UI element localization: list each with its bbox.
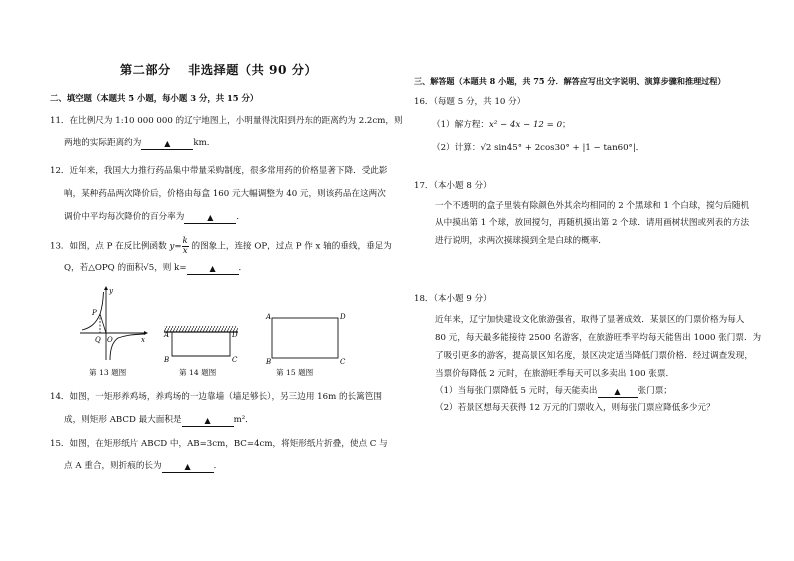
q13-func-eq: = bbox=[174, 241, 182, 252]
fig15-label-c: C bbox=[340, 358, 346, 366]
figure-13 bbox=[78, 284, 150, 364]
q13-numerator: k bbox=[182, 236, 188, 246]
q17-title: 17．（本小题 8 分） bbox=[414, 181, 492, 191]
q14-text: 成，则矩形 ABCD 最大面积是 bbox=[64, 415, 182, 425]
q12-answer-blank[interactable] bbox=[184, 213, 236, 224]
fig15-caption: 第 15 题图 bbox=[276, 368, 314, 377]
q16-expression: √2 sin45° + 2cos30° + |1 − tan60°| bbox=[480, 143, 636, 153]
q17-line3: 进行说明，求两次摸球摸到全是白球的概率． bbox=[435, 236, 607, 246]
q16-p1-label: （1）解方程： bbox=[432, 120, 490, 130]
fig14-label-a: A bbox=[164, 331, 170, 339]
q13-denominator: x bbox=[182, 245, 188, 256]
figure-14 bbox=[160, 322, 242, 368]
fig13-label-y: y bbox=[109, 287, 113, 295]
answer-triangle-icon: ▲ bbox=[614, 387, 621, 396]
q12-text: 调价中平均每次降价的百分率为 bbox=[64, 212, 185, 222]
q14-line1: 14．如图，一矩形养鸡场，养鸡场的一边靠墙（墙足够长），另三边用 16m 的长篱笆围 bbox=[50, 392, 382, 402]
q13-fraction bbox=[182, 237, 189, 255]
q12-suffix: ． bbox=[236, 212, 245, 222]
q18-part1 bbox=[435, 386, 672, 398]
answer-triangle-icon: ▲ bbox=[164, 139, 171, 148]
q13-line1 bbox=[50, 237, 392, 255]
q15-line1: 15．如图，在矩形纸片 ABCD 中，AB=3cm，BC=4cm，将矩形纸片折叠，使点 C 与 bbox=[50, 439, 388, 449]
q16-p2-suffix: ． bbox=[635, 143, 645, 153]
q15-text: 点 A 重合，则折痕的长为 bbox=[64, 461, 162, 471]
q11-unit: km. bbox=[193, 138, 210, 148]
q18-line2: 80 元，每天最多能接待 2500 名游客，在旅游旺季平均每天能售出 1000 张门票．为 bbox=[435, 333, 762, 343]
q16-title: 16．（每题 5 分，共 10 分） bbox=[414, 97, 526, 107]
q16-part2 bbox=[432, 143, 644, 153]
q16-p2-label: （2）计算： bbox=[432, 143, 481, 153]
q12-line1: 12．近年来，我国大力推行药品集中带量采购制度，很多常用药的价格显著下降．受此影 bbox=[50, 166, 388, 176]
q12-line3 bbox=[64, 212, 245, 224]
fig14-label-d: D bbox=[232, 331, 238, 339]
q18-answer-blank[interactable] bbox=[598, 387, 638, 398]
q11-line2 bbox=[64, 138, 209, 150]
q13-func-y: y bbox=[169, 241, 175, 252]
q16-part1 bbox=[432, 120, 571, 130]
q13-answer-blank[interactable] bbox=[187, 264, 239, 275]
fig13-label-q: Q bbox=[95, 336, 101, 344]
q18-line3: 了吸引更多的游客，提高景区知名度，景区决定适当降低门票价格．经过调查发现， bbox=[435, 351, 753, 361]
q15-line2 bbox=[64, 461, 222, 473]
q18-part2: （2）若景区想每天获得 12 万元的门票收入，则每张门票应降低多少元？ bbox=[435, 403, 715, 413]
fig14-label-b: B bbox=[164, 356, 170, 364]
q13-text-mid: 的图象上，连接 OP，过点 P 作 x 轴的垂线，垂足为 bbox=[191, 241, 392, 252]
q18-title: 18．（本小题 9 分） bbox=[414, 294, 492, 304]
q12-line2: 响，某种药品两次降价后，价格由每盒 160 元大幅调整为 40 元，则该药品在这两次 bbox=[64, 189, 386, 199]
q18-p1-text: （1）当每张门票降低 5 元时，每天能卖出 bbox=[435, 386, 598, 396]
q18-line4: 当票价每降低 2 元时，在旅游旺季每天可以多卖出 100 张票． bbox=[435, 369, 675, 379]
q13-text3: ，则 k= bbox=[154, 263, 187, 273]
fig13-label-o: O bbox=[107, 336, 113, 344]
q16-p1-suffix: ； bbox=[562, 120, 571, 130]
q18-p1-suffix: 张门票； bbox=[637, 386, 672, 396]
q15-answer-blank[interactable] bbox=[162, 462, 214, 473]
fig14-label-c: C bbox=[232, 356, 238, 364]
q13-line2 bbox=[64, 263, 247, 275]
q14-line2 bbox=[64, 415, 254, 427]
q14-answer-blank[interactable] bbox=[182, 416, 234, 427]
fig13-label-x: x bbox=[141, 336, 145, 344]
q14-unit: m²． bbox=[233, 415, 254, 425]
section-solution-header: 三、解答题（本题共 8 小题，共 75 分．解答应写出文字说明、演算步骤和推理过程） bbox=[414, 76, 726, 86]
fig13-label-p: P bbox=[92, 309, 97, 317]
answer-triangle-icon: ▲ bbox=[184, 462, 191, 471]
q13-text: 13．如图，点 P 在反比例函数 bbox=[50, 241, 167, 252]
q17-line2: 从中摸出第 1 个球，放回搅匀，再随机摸出第 2 个球．请用画树状图或列表的方法 bbox=[435, 218, 750, 228]
answer-triangle-icon: ▲ bbox=[204, 416, 211, 425]
fig13-caption: 第 13 题图 bbox=[89, 368, 127, 377]
q13-text2: Q，若△OPQ 的面积 bbox=[64, 263, 144, 273]
q15-suffix: ． bbox=[213, 461, 223, 471]
section-fill-in-header: 二、填空题（本题共 5 小题，每小题 3 分，共 15 分） bbox=[50, 93, 259, 103]
q17-line1: 一个不透明的盒子里装有除颜色外其余均相同的 2 个黑球和 1 个白球，搅匀后随机 bbox=[435, 201, 750, 211]
fig15-label-a: A bbox=[266, 313, 272, 321]
fig15-label-d: D bbox=[340, 313, 346, 321]
q11-text: 两地的实际距离约为 bbox=[64, 138, 142, 148]
fig15-label-b: B bbox=[266, 358, 272, 366]
q18-line1: 近年来，辽宁加快建设文化旅游强省，取得了显著成效．某景区的门票价格为每人 bbox=[435, 315, 745, 325]
answer-triangle-icon: ▲ bbox=[207, 213, 214, 222]
part-title: 第二部分 非选择题（共 90 分） bbox=[120, 63, 318, 77]
q11-answer-blank[interactable] bbox=[141, 139, 193, 150]
fig14-caption: 第 14 题图 bbox=[179, 368, 217, 377]
figure-15 bbox=[262, 310, 352, 366]
q11-line1: 11．在比例尺为 1:10 000 000 的辽宁地图上，小明量得沈阳到丹东的距离约为 2.2cm，则 bbox=[50, 116, 403, 126]
q16-equation: x² − 4x − 12 = 0 bbox=[489, 120, 563, 130]
answer-triangle-icon: ▲ bbox=[209, 264, 216, 273]
q13-sqrt5: √5 bbox=[143, 263, 155, 273]
q13-suffix: ． bbox=[238, 263, 248, 273]
